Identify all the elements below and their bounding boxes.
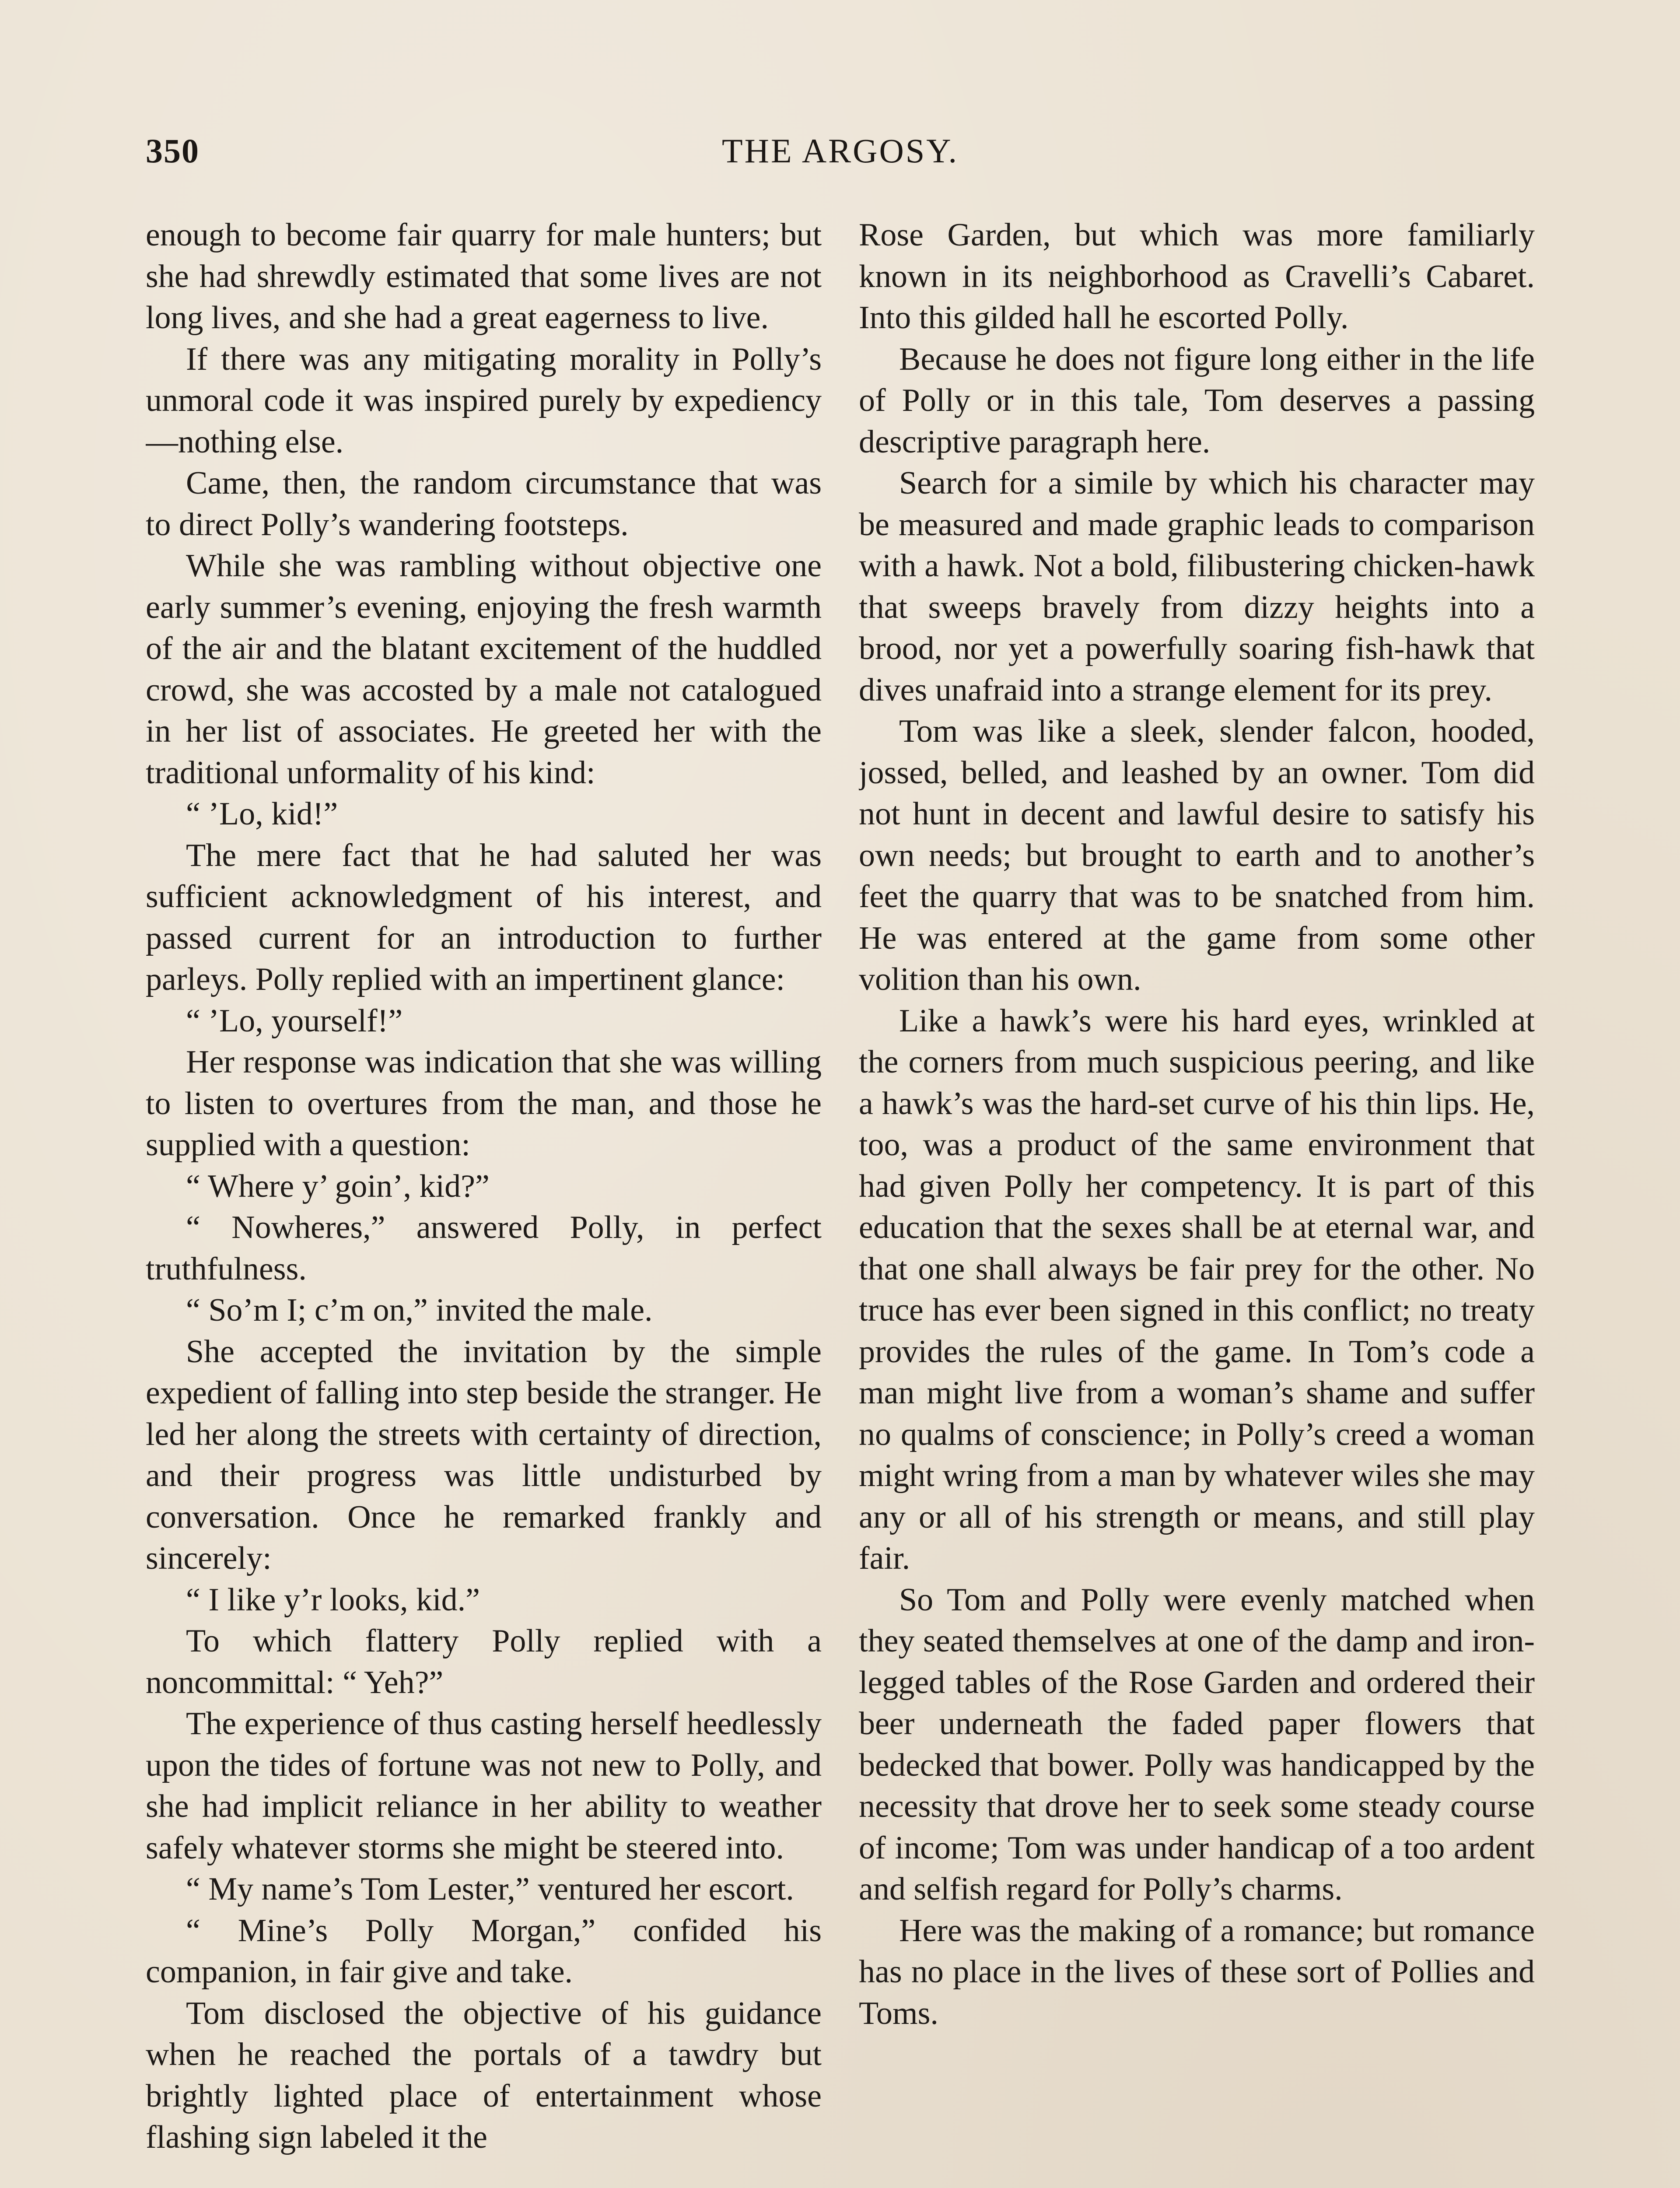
paragraph: “ ’Lo, yourself!” — [186, 1003, 403, 1039]
paragraph: If there was any mitigating morality in Polly’s unmoral code it was inspired purely by expediency—nothing else. — [146, 341, 822, 460]
paragraph: enough to become fair quarry for male hunters; but she had shrewdly estimated that some lives are not long lives, and she had a great eagerness to live. — [146, 217, 822, 336]
paragraph: Because he does not figure long either in the life of Polly or in this tale, Tom deserves a passing descriptive paragraph here. — [859, 341, 1535, 460]
paragraph: Her response was indication that she was willing to listen to overtures from the man, and those he supplied with a question: — [146, 1044, 822, 1163]
paragraph: Tom was like a sleek, slender falcon, hooded, jossed, belled, and leashed by an owner. Tom did not hunt in decent and lawful desire to satisfy his own needs; but brought to earth and to another’s feet the quarry that was to be snatched from him. He was entered at the game from some other volition than his own. — [859, 713, 1535, 997]
page-number: 350 — [146, 132, 200, 170]
paragraph: “ Where y’ goin’, kid?” — [186, 1168, 490, 1204]
paragraph: Rose Garden, but which was more familiarly known in its neighborhood as Cravelli’s Cabaret. Into this gilded hall he escorted Polly. — [859, 217, 1535, 336]
paragraph: The experience of thus casting herself heedlessly upon the tides of fortune was not new to Polly, and she had implicit reliance in her ability to weather safely whatever storms she might be steered into. — [146, 1706, 822, 1866]
right-text-column — [859, 214, 1535, 2188]
running-head: THE ARGOSY. — [722, 132, 959, 170]
paragraph: To which flattery Polly replied with a noncommittal: “ Yeh?” — [146, 1623, 822, 1701]
paragraph: The mere fact that he had saluted her was sufficient acknowledgment of his interest, and passed current for an introduction to further parleys. Polly replied with an impertinent glance: — [146, 837, 822, 997]
paragraph: “ So’m I; c’m on,” invited the male. — [186, 1292, 653, 1328]
paragraph: “ My name’s Tom Lester,” ventured her escort. — [186, 1871, 794, 1907]
paragraph: So Tom and Polly were evenly matched when they seated themselves at one of the damp and iron-legged tables of the Rose Garden and ordered their beer underneath the faded paper flowers that bedecked that bower. Polly was handicapped by the necessity that drove her to seek some steady course of income; Tom was under handicap of a too ardent and selfish regard for Polly’s charms. — [859, 1581, 1535, 1907]
left-text-column — [146, 214, 822, 2188]
paragraph: Like a hawk’s were his hard eyes, wrinkled at the corners from much suspicious peering, and like a hawk’s was the hard-set curve of his thin lips. He, too, was a product of the same environment that had given Polly her competency. It is part of this education that the sexes shall be at eternal war, and that one shall always be fair prey for the other. No truce has ever been signed in this conflict; no treaty provides the rules of the game. In Tom’s code a man might live from a woman’s shame and suffer no qualms of conscience; in Polly’s creed a woman might wring from a man by whatever wiles she may any or all of his strength or means, and still play fair. — [859, 1003, 1535, 1576]
paragraph: Search for a simile by which his character may be measured and made graphic leads to comparison with a hawk. Not a bold, filibustering chicken-hawk that sweeps bravely from dizzy heights into a brood, nor yet a powerfully soaring fish-hawk that dives unafraid into a strange element for its prey. — [859, 465, 1535, 708]
paragraph: “ ’Lo, kid!” — [186, 796, 338, 832]
paragraph: “ Mine’s Polly Morgan,” confided his companion, in fair give and take. — [146, 1912, 822, 1990]
paragraph: Here was the making of a romance; but romance has no place in the lives of these sort of Pollies and Toms. — [859, 1912, 1535, 2031]
paragraph: She accepted the invitation by the simple expedient of falling into step beside the stranger. He led her along the streets with certainty of direction, and their progress was little undisturbed by conversation. Once he remarked frankly and sincerely: — [146, 1333, 822, 1576]
paragraph: Came, then, the random circumstance that was to direct Polly’s wandering footsteps. — [146, 465, 822, 543]
page-header — [146, 131, 1535, 184]
paragraph: “ I like y’r looks, kid.” — [186, 1581, 480, 1618]
paragraph: “ Nowheres,” answered Polly, in perfect truthfulness. — [146, 1210, 822, 1287]
paragraph: Tom disclosed the objective of his guidance when he reached the portals of a tawdry but brightly lighted place of entertainment whose flashing sign labeled it the — [146, 1995, 822, 2155]
paragraph: While she was rambling without objective one early summer’s evening, enjoying the fresh warmth of the air and the blatant excitement of the huddled crowd, she was accosted by a male not catalogued in her list of associates. He greeted her with the traditional unformality of his kind: — [146, 548, 822, 791]
